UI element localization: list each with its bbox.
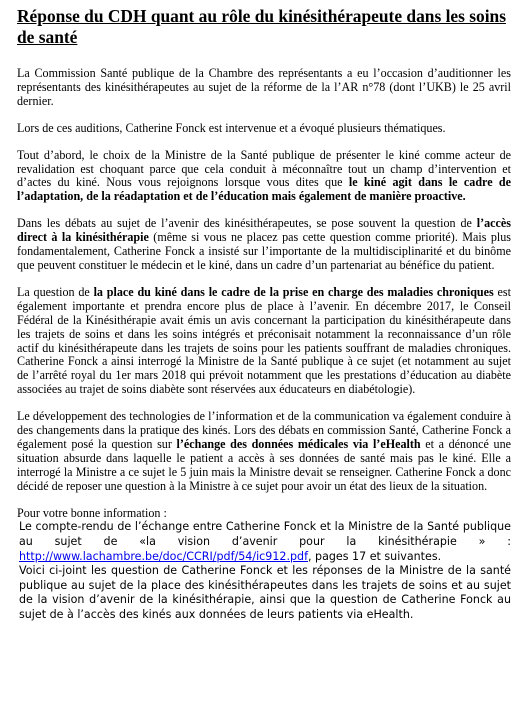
- info-item-attachment-text: Voici ci-joint les question de Catherine Fonck et les réponses de la Ministre de la santé publique au sujet de la place des kinésithérapeutes dans les trajets de soins et au sujet de la vision d’avenir de la kinésithérapie, ainsi que la question de Catherine Fonck au sujet de à l’accès des kinés aux données de leurs patients via eHealth.: [19, 564, 511, 622]
- paragraph-direct-access-text-start: Dans les débats au sujet de l’avenir des kinésithérapeutes, se pose souvent la question de: [17, 216, 477, 231]
- info-item-report: [17, 520, 511, 564]
- info-heading: Pour votre bonne information :: [17, 505, 167, 520]
- report-pdf-link[interactable]: http://www.lachambre.be/doc/CCRI/pdf/54/ic912.pdf: [19, 549, 308, 563]
- paragraph-ehealth-text-start: Le développement des technologies de l’information et de la communication va également conduire à des changements dans la pratique des kinés. Lors des débats en commission Santé, Catherine Fonck a également posé la question sur: [17, 409, 511, 451]
- paragraph-revalidation-text: Tout d’abord, le choix de la Ministre de la Santé publique de présenter le kiné comme acteur de revalidation est choquant parce que cela conduit à méconnaître tout un champ d’intervention et d’actes du kiné. Nous vous rejoignons lorsque vous dites que: [17, 147, 511, 190]
- paragraph-commission-text: La Commission Santé publique de la Chambre des représentants a eu l’occasion d’auditionner les représentants des kinésithérapeutes au sujet de la réforme de la l’AR n°78 (dont l’UKB) le 25 avril dernier.: [17, 66, 511, 108]
- paragraph-chronic-text-start: La question de: [17, 284, 94, 299]
- paragraph-direct-access: [17, 217, 511, 273]
- paragraph-chronic-diseases: [17, 286, 511, 397]
- paragraph-ehealth-emphasis: l’échange des données médicales via l’eHealth: [176, 436, 421, 451]
- paragraph-auditions: [17, 122, 511, 136]
- paragraph-direct-access-text-end: (même si vous ne placez pas cette question comme priorité). Mais plus fondamentalement, Catherine Fonck a insisté sur l’importante de la multidisciplinarité et du binôme que peuvent constituer le médecin et le kiné, dans un cadre d’un partenariat au bénéfice du patient.: [17, 230, 511, 272]
- paragraph-commission: [17, 67, 511, 109]
- document-page: [17, 6, 511, 623]
- paragraph-revalidation-emphasis: le kiné agit dans le cadre de l’adaptation, de la réadaptation et de l’éducation mais également de manière proactive.: [17, 175, 511, 204]
- info-item-report-text: Le compte-rendu de l’échange entre Catherine Fonck et la Ministre de la Santé publique au sujet de «la vision d’avenir pour la kinésithérapie » :: [19, 520, 511, 549]
- paragraph-ehealth: [17, 410, 511, 493]
- paragraph-auditions-text: Lors de ces auditions, Catherine Fonck est intervenue et a évoqué plusieurs thématiques.: [17, 120, 446, 135]
- paragraph-ehealth-text-end: et a dénoncé une situation absurde dans laquelle le patient a accès à ses données de santé mais pas le kiné. Elle a interrogé la Ministre a ce sujet le 5 juin mais la Ministre devait se renseigner. Catherine Fonck a donc décidé de reposer une question à la Ministre à ce sujet pour avoir un état des lieux de la situation.: [17, 436, 511, 493]
- paragraph-chronic-emphasis: la place du kiné dans le cadre de la prise en charge des maladies chroniques: [93, 284, 494, 299]
- paragraph-revalidation: [17, 149, 511, 205]
- document-title: Réponse du CDH quant au rôle du kinésithérapeute dans les soins de santé: [17, 6, 506, 47]
- paragraph-chronic-text-end: est également importante et prendra encore plus de place à l’avenir. En décembre 2017, le Conseil Fédéral de la Kinésithérapie avait émis un avis concernant la participation du kinésithérapeute dans les trajets de soins et dans les soins intégrés et préconisait notamment la reconnaissance d’un rôle actif du kinésithérapeute dans les trajets de soins pour les patients souffrant de maladies chroniques. Catherine Fonck a ainsi interrogé la Ministre de la Santé publique à ce sujet (et notamment au sujet de l’arrêté royal du 1er mars 2018 qui prévoit notamment que les prestations d’éducation au diabète associées au trajet de soins diabète sont réservées aux éducateurs en diabétologie).: [17, 284, 511, 397]
- info-item-report-tail: , pages 17 et suivantes.: [307, 549, 442, 563]
- info-item-attachment: [17, 564, 511, 622]
- paragraph-direct-access-emphasis: l’accès direct à la kinésithérapie: [17, 216, 511, 245]
